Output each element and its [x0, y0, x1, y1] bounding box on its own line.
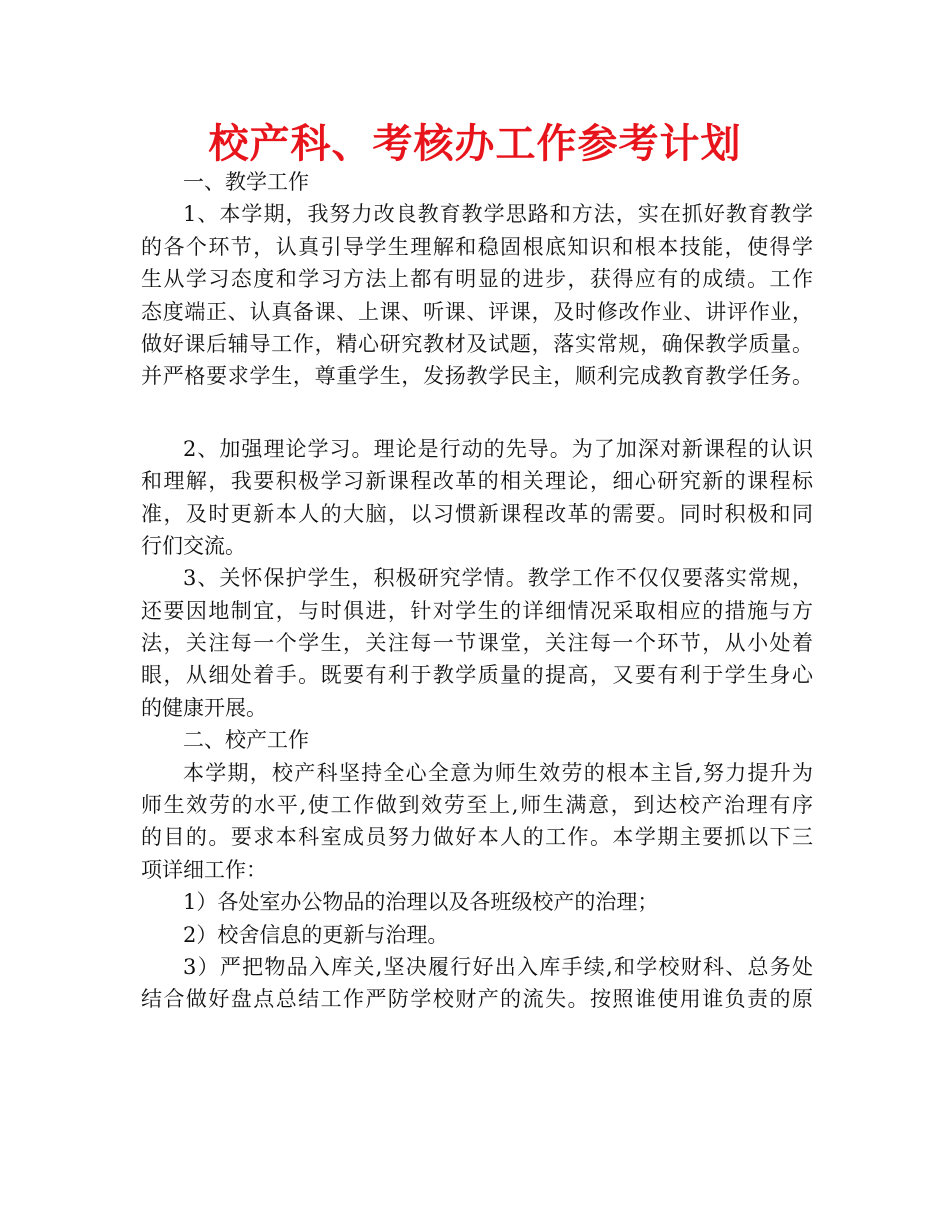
text-line: 和理解，我要积极学习新课程改革的相关理论，细心研究新的课程标: [141, 469, 813, 494]
text-line: 做好课后辅导工作，精心研究教材及试题，落实常规，确保教学质量。: [141, 331, 813, 356]
text-line: 1、本学期，我努力改良教育教学思路和方法，实在抓好教育教学: [183, 202, 813, 227]
text-line: 师生效劳的水平,使工作做到效劳至上,师生满意，到达校产治理有序: [141, 793, 813, 818]
text-line: 1）各处室办公物品的治理以及各班级校产的治理；: [183, 890, 659, 915]
text-line: 结合做好盘点总结工作严防学校财产的流失。按照谁使用谁负责的原: [141, 987, 813, 1012]
text-line: 行们交流。: [141, 533, 246, 558]
text-line: 2、加强理论学习。理论是行动的先导。为了加深对新课程的认识: [183, 436, 813, 461]
text-line: 眼，从细处着手。既要有利于教学质量的提高，又要有利于学生身心: [141, 663, 813, 688]
text-line: 项详细工作：: [141, 857, 267, 882]
text-line: 的目的。要求本科室成员努力做好本人的工作。本学期主要抓以下三: [141, 825, 813, 850]
document-title: 校产科、考核办工作参考计划: [208, 120, 742, 167]
text-line: 还要因地制宜，与时俱进，针对学生的详细情况采取相应的措施与方: [141, 598, 813, 623]
text-line: 二、校产工作: [183, 728, 309, 753]
text-line: 本学期，校产科坚持全心全意为师生效劳的根本主旨,努力提升为: [183, 760, 813, 785]
text-line: 2）校舍信息的更新与治理。: [183, 922, 449, 947]
paragraph-gap: [141, 393, 813, 433]
text-line: 准，及时更新本人的大脑，以习惯新课程改革的需要。同时积极和同: [141, 501, 813, 526]
text-line: 并严格要求学生，尊重学生，发扬教学民主，顺利完成教育教学任务。: [141, 364, 813, 389]
text-line: 的健康开展。: [141, 695, 267, 720]
text-line: 态度端正、认真备课、上课、听课、评课，及时修改作业、讲评作业，: [141, 299, 813, 324]
text-line: 一、教学工作: [183, 170, 309, 194]
text-line: 法，关注每一个学生，关注每一节课堂，关注每一个环节，从小处着: [141, 631, 813, 656]
text-line: 3、关怀保护学生，积极研究学情。教学工作不仅仅要落实常规，: [183, 566, 813, 591]
text-line: 生从学习态度和学习方法上都有明显的进步，获得应有的成绩。工作: [141, 267, 813, 292]
text-line: 3）严把物品入库关,坚决履行好出入库手续,和学校财科、总务处: [183, 954, 813, 979]
document-body: [141, 166, 813, 1016]
text-line: 的各个环节，认真引导学生理解和稳固根底知识和根本技能，使得学: [141, 234, 813, 259]
